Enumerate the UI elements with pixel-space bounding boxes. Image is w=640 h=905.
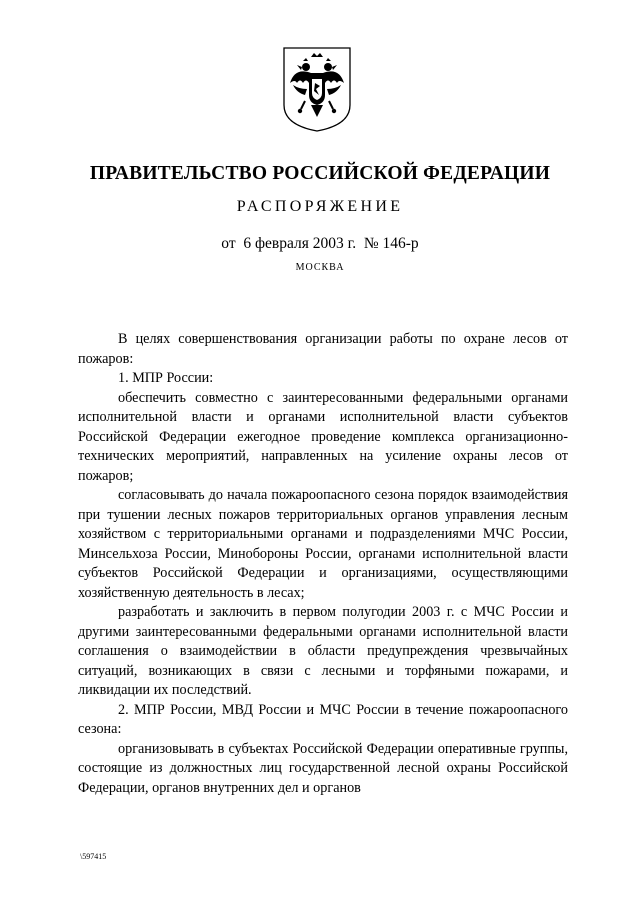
document-body	[78, 330, 568, 798]
double-headed-eagle-icon	[281, 45, 353, 133]
paragraph-item-1-heading: 1. МПР России:	[118, 370, 214, 386]
paragraph-item-1-ensure: обеспечить совместно с заинтересованными федеральными органами исполнительной власти и органами исполнительной власти субъектов Российской Федерации ежегодное проведение комплекса организационно-технических мероприятий, направленных на усиление охраны лесов от пожаров;	[78, 389, 568, 484]
paragraph-item-2-groups: организовывать в субъектах Российской Федерации оперативные группы, состоящие из должностных лиц государственной лесной охраны Российской Федерации, органов внутренних дел и органов	[78, 740, 568, 796]
paragraph-item-2-heading: 2. МПР России, МВД России и МЧС России в течение пожароопасного сезона:	[78, 701, 568, 737]
document-date-number: от 6 февраля 2003 г. № 146-р	[221, 235, 419, 252]
document-type: РАСПОРЯЖЕНИЕ	[236, 198, 404, 215]
paragraph-item-1-coordinate: согласовывать до начала пожароопасного сезона порядок взаимодействия при тушении лесных пожаров территориальных органов управления лесным хозяйством с территориальными органами и подразделениями МЧС России, Минсельхоза России, Минобороны России, органами исполнительной власти субъектов Российской Федерации и организациями, осуществляющими хозяйственную деятельность в лесах;	[78, 487, 568, 601]
document-footer-code: \597415	[80, 852, 107, 861]
government-title: ПРАВИТЕЛЬСТВО РОССИЙСКОЙ ФЕДЕРАЦИИ	[89, 163, 551, 184]
paragraph-item-1-agreement: разработать и заключить в первом полугодии 2003 г. с МЧС России и другими заинтересованными федеральными органами исполнительной власти соглашения о взаимодействии в области предупреждения чрезвычайных ситуаций, возникающих в связи с лесными и торфяными пожарами, и ликвидации их последствий.	[78, 604, 568, 698]
document-city: МОСКВА	[295, 262, 345, 273]
paragraph-intro: В целях совершенствования организации работы по охране лесов от пожаров:	[78, 331, 568, 367]
